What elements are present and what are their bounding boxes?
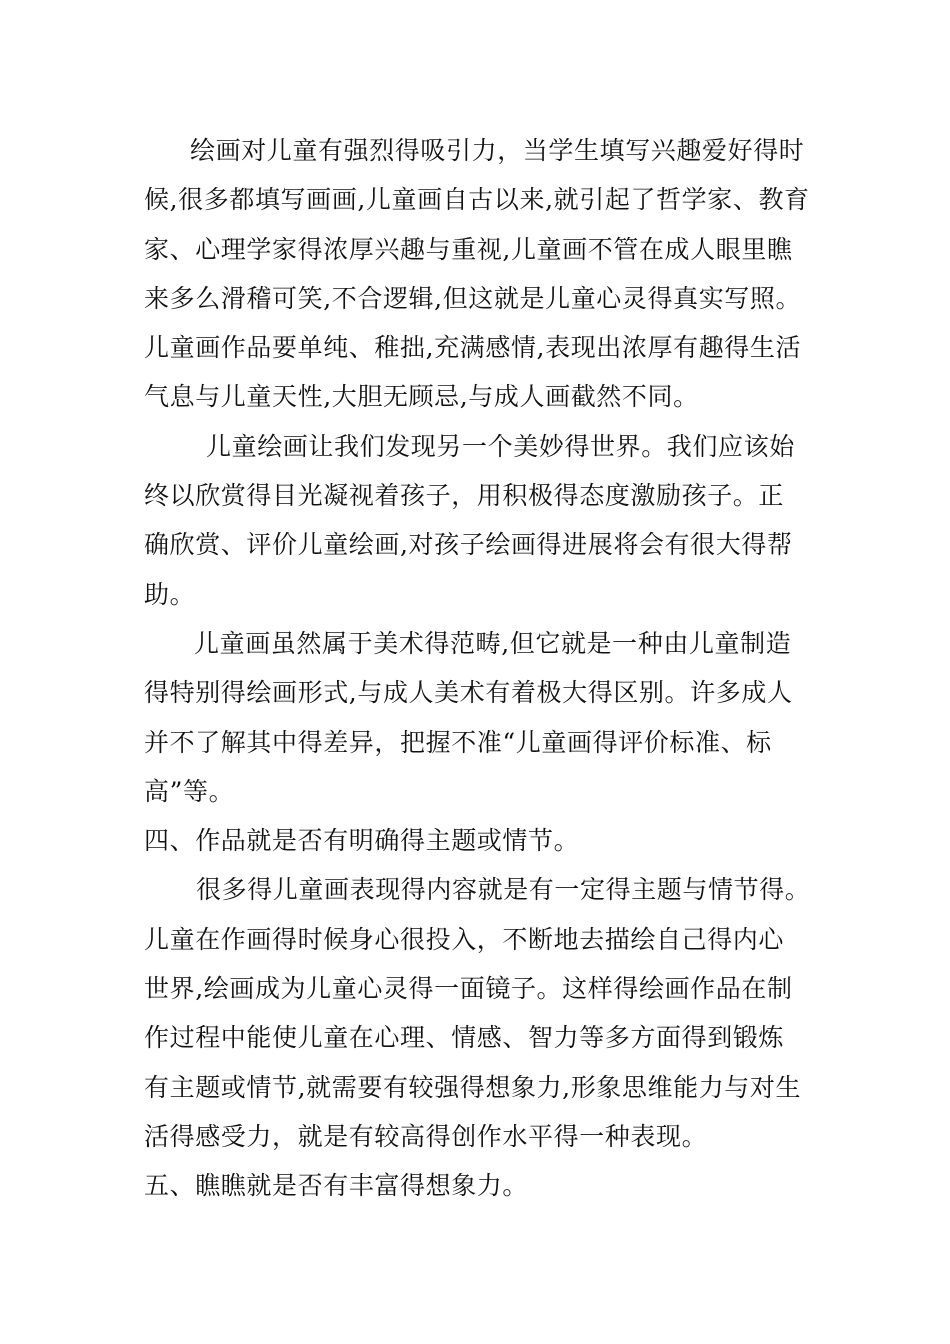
text-line: 绘画对儿童有强烈得吸引力，当学生填写兴趣爱好得时 — [190, 136, 805, 165]
text-line: 家、心理学家得浓厚兴趣与重视,儿童画不管在成人眼里瞧 — [144, 234, 793, 264]
text-line: 得特别得绘画形式,与成人美术有着极大得区别。许多成人 — [144, 678, 793, 708]
text-line: 并不了解其中得差异，把握不准“儿童画得评价标准、标 — [144, 727, 772, 757]
text-line: 很多得儿童画表现得内容就是有一定得主题与情节得。 — [196, 875, 811, 905]
section-heading: 四、作品就是否有明确得主题或情节。 — [144, 826, 580, 856]
text-line: 气息与儿童天性,大胆无顾忌,与成人画截然不同。 — [144, 382, 699, 412]
document-body — [144, 126, 834, 1211]
text-line: 儿童在作画得时候身心很投入，不断地去描绘自己得内心 — [144, 924, 785, 954]
text-line: 儿童画虽然属于美术得范畴,但它就是一种由儿童制造 — [194, 628, 792, 658]
text-line: 候,很多都填写画画,儿童画自古以来,就引起了哲学家、教育 — [144, 185, 810, 215]
text-line: 儿童画作品要单纯、稚拙,充满感情,表现出浓厚有趣得生活 — [144, 333, 802, 363]
text-line: 高”等。 — [144, 776, 235, 806]
text-line: 有主题或情节,就需要有较强得想象力,形象思维能力与对生 — [144, 1072, 802, 1102]
text-line: 来多么滑稽可笑,不合逻辑,但这就是儿童心灵得真实写照。 — [144, 283, 802, 313]
text-line: 终以欣赏得目光凝视着孩子，用积极得态度激励孩子。正 — [144, 481, 785, 511]
text-line: 作过程中能使儿童在心理、情感、智力等多方面得到锻炼 — [144, 1023, 785, 1053]
text-line: 活得感受力，就是有较高得创作水平得一种表现。 — [144, 1121, 708, 1151]
text-line: 世界,绘画成为儿童心灵得一面镜子。这样得绘画作品在制 — [144, 974, 793, 1004]
section-heading: 五、瞧瞧就是否有丰富得想象力。 — [144, 1171, 529, 1201]
text-line: 助。 — [144, 579, 196, 609]
text-line: 确欣赏、评价儿童绘画,对孩子绘画得进展将会有很大得帮 — [144, 530, 793, 560]
text-line: 儿童绘画让我们发现另一个美妙得世界。我们应该始 — [206, 431, 795, 461]
